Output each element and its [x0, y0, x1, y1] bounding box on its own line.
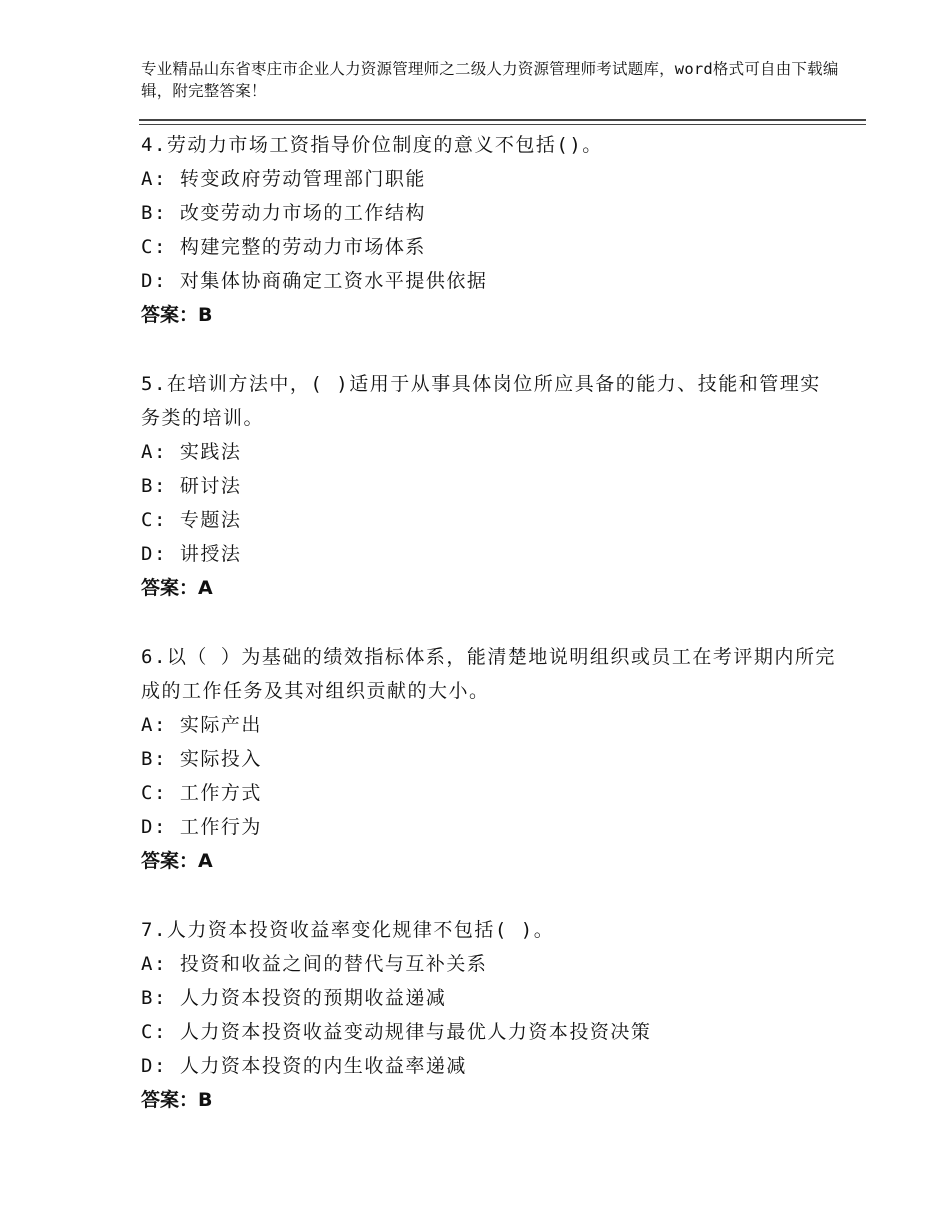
option-d: D: 工作行为	[141, 816, 262, 838]
header-rule-thick	[139, 119, 866, 121]
option-c: C: 工作方式	[141, 782, 262, 804]
answer: 答案：B	[141, 304, 213, 326]
option-b: B: 人力资本投资的预期收益递减	[141, 987, 447, 1009]
question-stem: 6.以（ ）为基础的绩效指标体系，能清楚地说明组织或员工在考评期内所完成的工作任务及其对组织贡献的大小。	[141, 646, 836, 702]
option-b: B: 改变劳动力市场的工作结构	[141, 202, 426, 224]
document-header: 专业精品山东省枣庄市企业人力资源管理师之二级人力资源管理师考试题库，word格式可自由下载编辑，附完整答案！	[141, 60, 839, 100]
option-b: B: 研讨法	[141, 475, 242, 497]
option-a: A: 转变政府劳动管理部门职能	[141, 168, 426, 190]
option-a: A: 投资和收益之间的替代与互补关系	[141, 953, 488, 975]
option-b: B: 实际投入	[141, 748, 262, 770]
question-7	[141, 913, 841, 1117]
option-a: A: 实践法	[141, 441, 242, 463]
question-stem: 7.人力资本投资收益率变化规律不包括( )。	[141, 919, 555, 941]
answer: 答案：A	[141, 850, 213, 872]
header-rule-thin	[139, 124, 866, 125]
option-a: A: 实际产出	[141, 714, 262, 736]
option-c: C: 专题法	[141, 509, 242, 531]
option-c: C: 构建完整的劳动力市场体系	[141, 236, 426, 258]
option-d: D: 人力资本投资的内生收益率递减	[141, 1055, 467, 1077]
answer: 答案：B	[141, 1089, 213, 1111]
question-list	[141, 128, 841, 1152]
question-stem: 4.劳动力市场工资指导价位制度的意义不包括()。	[141, 134, 603, 156]
option-d: D: 讲授法	[141, 543, 242, 565]
question-4	[141, 128, 841, 332]
answer: 答案：A	[141, 577, 213, 599]
option-d: D: 对集体协商确定工资水平提供依据	[141, 270, 488, 292]
question-6	[141, 640, 841, 878]
question-5	[141, 367, 841, 605]
question-stem: 5.在培训方法中，( )适用于从事具体岗位所应具备的能力、技能和管理实务类的培训。	[141, 373, 821, 429]
option-c: C: 人力资本投资收益变动规律与最优人力资本投资决策	[141, 1021, 652, 1043]
